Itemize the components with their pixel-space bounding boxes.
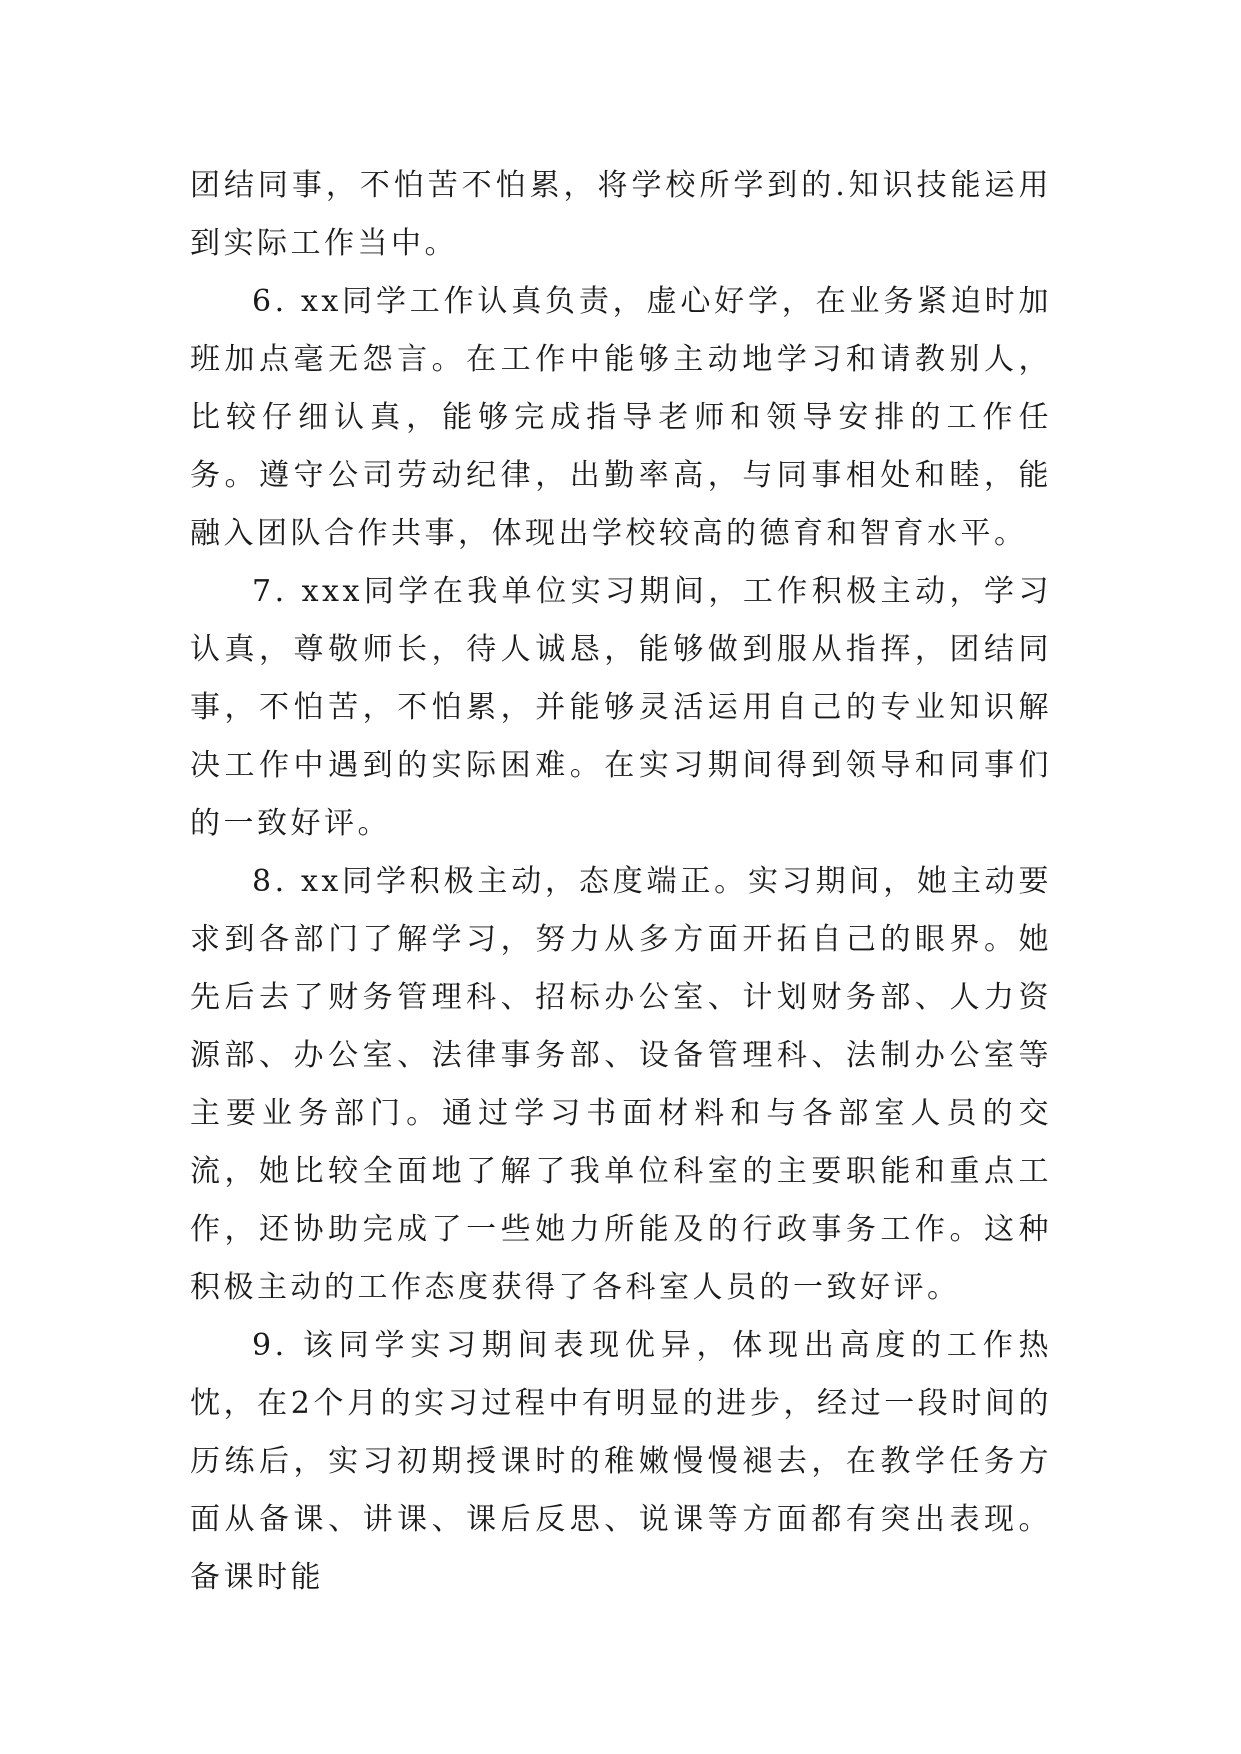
document-body [190, 157, 1052, 1607]
paragraph-8: 8. xx同学积极主动，态度端正。实习期间，她主动要求到各部门了解学习，努力从多方面开拓自己的眼界。她先后去了财务管理科、招标办公室、计划财务部、人力资源部、办公室、法律事务部、设备管理科、法制办公室等主要业务部门。通过学习书面材料和与各部室人员的交流，她比较全面地了解了我单位科室的主要职能和重点工作，还协助完成了一些她力所能及的行政事务工作。这种积极主动的工作态度获得了各科室人员的一致好评。 [190, 864, 1052, 1305]
paragraph-6: 6. xx同学工作认真负责，虚心好学，在业务紧迫时加班加点毫无怨言。在工作中能够主动地学习和请教别人，比较仔细认真，能够完成指导老师和领导安排的工作任务。遵守公司劳动纪律，出勤率高，与同事相处和睦，能融入团队合作共事，体现出学校较高的德育和智育水平。 [190, 284, 1052, 551]
paragraph-7: 7. xxx同学在我单位实习期间，工作积极主动，学习认真，尊敬师长，待人诚恳，能够做到服从指挥，团结同事，不怕苦，不怕累，并能够灵活运用自己的专业知识解决工作中遇到的实际困难。在实习期间得到领导和同事们的一致好评。 [190, 574, 1052, 841]
paragraph-9: 9. 该同学实习期间表现优异，体现出高度的工作热忱，在2个月的实习过程中有明显的进步，经过一段时间的历练后，实习初期授课时的稚嫩慢慢褪去，在教学任务方面从备课、讲课、课后反思、说课等方面都有突出表现。备课时能 [190, 1328, 1052, 1595]
paragraph-continuation: 团结同事，不怕苦不怕累，将学校所学到的.知识技能运用到实际工作当中。 [190, 168, 1052, 261]
